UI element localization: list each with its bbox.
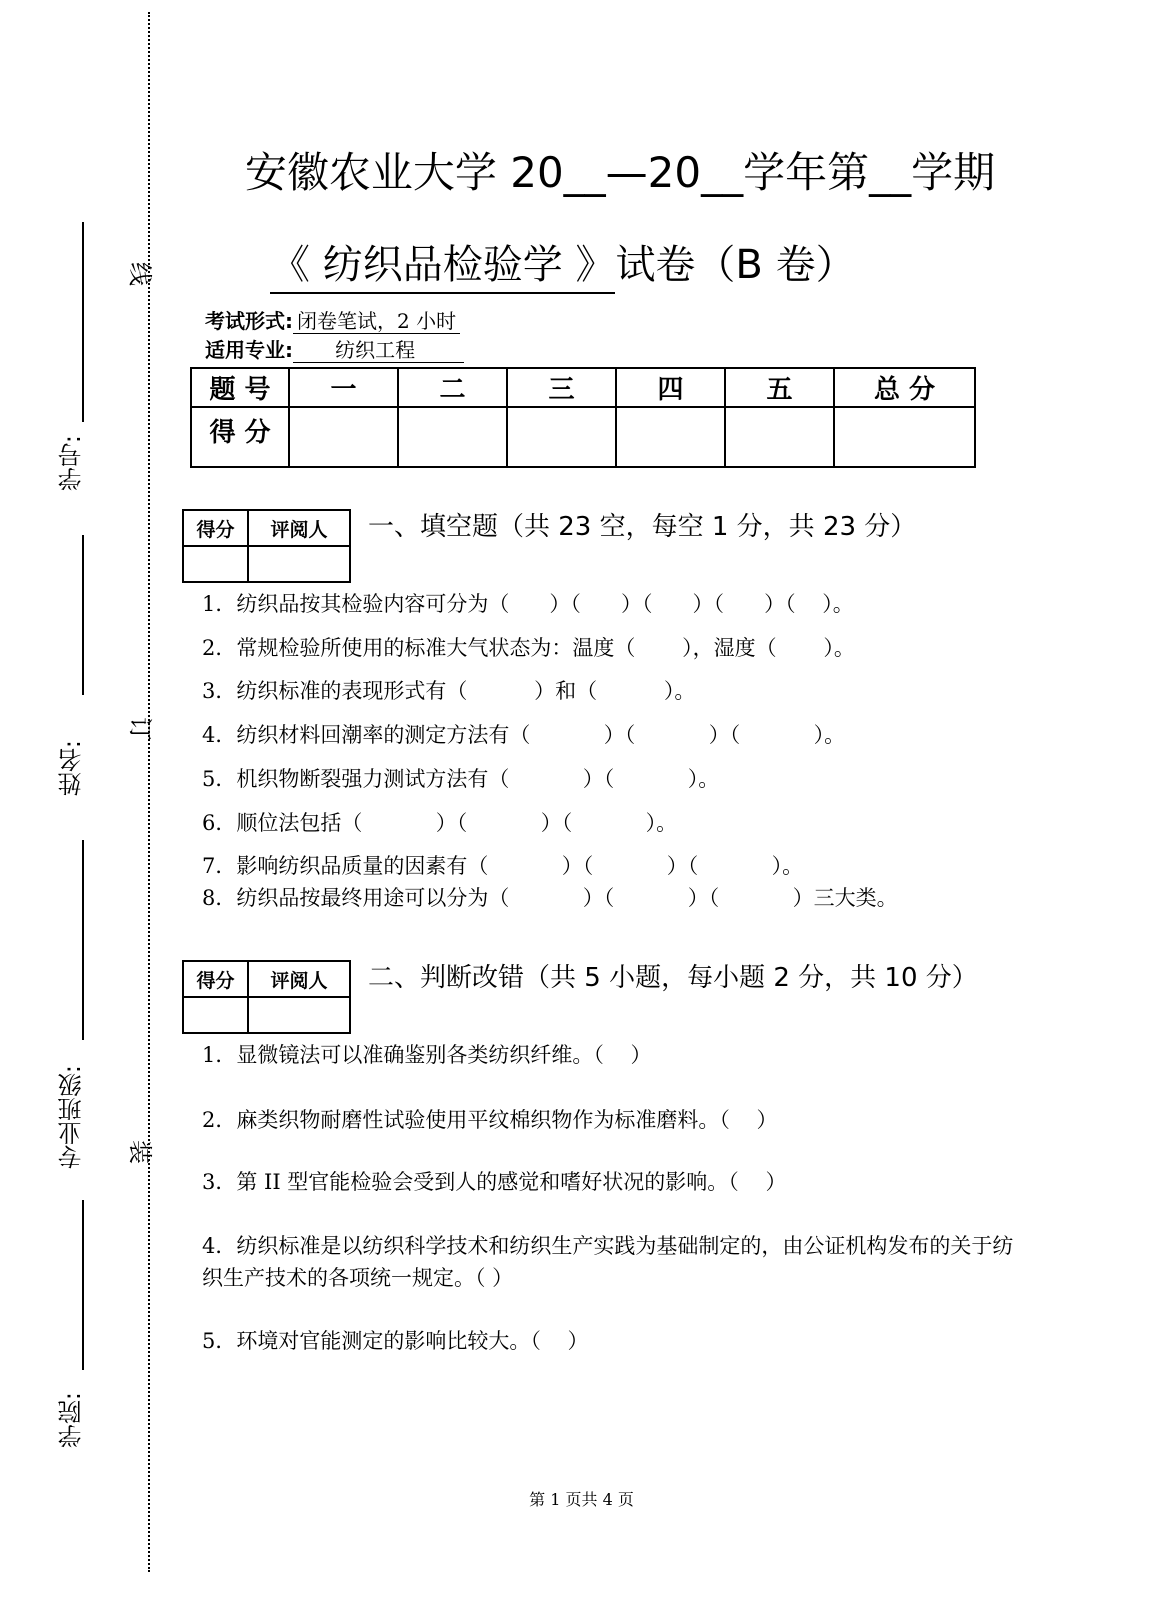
exam-title: 安徽农业大学 20__—20__学年第__学期 [244, 148, 996, 197]
section2-grader-box [182, 960, 351, 1034]
student-id-line [82, 222, 84, 422]
section1-question-2: 2．常规检验所使用的标准大气状态为：温度（ ），湿度（ ）。 [202, 636, 855, 660]
binding-word-bind: 装 [126, 1140, 154, 1164]
grader-reviewer-cell[interactable] [248, 997, 350, 1033]
score-cell[interactable] [507, 407, 616, 467]
grader-score-cell[interactable] [183, 546, 248, 582]
score-cell[interactable] [289, 407, 398, 467]
paper-type: 试卷（B 卷） [615, 242, 856, 288]
binding-dotted-line [148, 12, 150, 1572]
college-label: 学院: [58, 1392, 86, 1449]
exam-form-value: 闭卷笔试，2 小时 [293, 309, 460, 334]
score-cell[interactable] [616, 407, 725, 467]
col-5: 五 [725, 368, 834, 407]
section2-question-4: 4．纺织标准是以纺织科学技术和纺织生产实践为基础制定的，由公证机构发布的关于纺织生产技术的各项统一规定。（ ） [202, 1234, 1014, 1290]
score-cell[interactable] [725, 407, 834, 467]
section1-question-6: 6．顺位法包括（ ）（ ）（ ）。 [202, 811, 678, 835]
major-row [205, 337, 464, 363]
score-cell-total[interactable] [834, 407, 975, 467]
grader-reviewer-label: 评阅人 [248, 961, 350, 997]
section2-question-1: 1．显微镜法可以准确鉴别各类纺织纤维。（ ） [202, 1043, 652, 1067]
section1-question-1: 1．纺织品按其检验内容可分为（ ）（ ）（ ）（ ）（ ）。 [202, 592, 854, 616]
section2-title: 二、判断改错（共 5 小题，每小题 2 分，共 10 分） [368, 963, 978, 993]
section1-grader-box [182, 509, 351, 583]
page-number: 第 1 页共 4 页 [529, 1490, 634, 1509]
col-total: 总 分 [834, 368, 975, 407]
student-id-label: 学号: [58, 435, 86, 492]
name-label: 姓名: [58, 740, 86, 797]
binding-word-order: 订 [126, 717, 154, 741]
grader-reviewer-cell[interactable] [248, 546, 350, 582]
major-class-line [82, 840, 84, 1040]
course-name [270, 240, 615, 294]
col-1: 一 [289, 368, 398, 407]
col-2: 二 [398, 368, 507, 407]
exam-form-label: 考试形式: [205, 309, 293, 333]
question-number-header: 题 号 [191, 368, 289, 407]
score-cell[interactable] [398, 407, 507, 467]
exam-subtitle [270, 240, 970, 294]
course-open-mark: 《 [270, 242, 323, 288]
major-value: 纺织工程 [293, 338, 464, 363]
name-line [82, 535, 84, 695]
section1-question-7: 7．影响纺织品质量的因素有（ ）（ ）（ ）。 [202, 854, 804, 878]
major-class-label: 专业班级: [58, 1065, 86, 1170]
section1-title: 一、填空题（共 23 空，每空 1 分，共 23 分） [368, 512, 917, 542]
section2-question-3: 3．第 II 型官能检验会受到人的感觉和嗜好状况的影响。（ ） [202, 1170, 787, 1194]
section1-question-8: 8．纺织品按最终用途可以分为（ ）（ ）（ ）三大类。 [202, 886, 898, 910]
col-4: 四 [616, 368, 725, 407]
col-3: 三 [507, 368, 616, 407]
grader-score-label: 得分 [183, 961, 248, 997]
section1-question-3: 3．纺织标准的表现形式有（ ）和（ ）。 [202, 679, 696, 703]
grader-reviewer-label: 评阅人 [248, 510, 350, 546]
section2-question-5: 5．环境对官能测定的影响比较大。（ ） [202, 1329, 589, 1353]
exam-form-row [205, 308, 460, 334]
section1-question-5: 5．机织物断裂强力测试方法有（ ）（ ）。 [202, 767, 720, 791]
score-table [190, 367, 976, 468]
college-line [82, 1200, 84, 1370]
course-title: 纺织品检验学 》 [322, 242, 616, 288]
grader-score-cell[interactable] [183, 997, 248, 1033]
section1-question-4: 4．纺织材料回潮率的测定方法有（ ）（ ）（ ）。 [202, 723, 846, 747]
grader-score-label: 得分 [183, 510, 248, 546]
section2-question-2: 2．麻类织物耐磨性试验使用平纹棉织物作为标准磨料。（ ） [202, 1108, 778, 1132]
binding-word-line: 线 [126, 262, 154, 286]
score-row-label: 得 分 [191, 407, 289, 467]
major-label: 适用专业: [205, 338, 293, 362]
